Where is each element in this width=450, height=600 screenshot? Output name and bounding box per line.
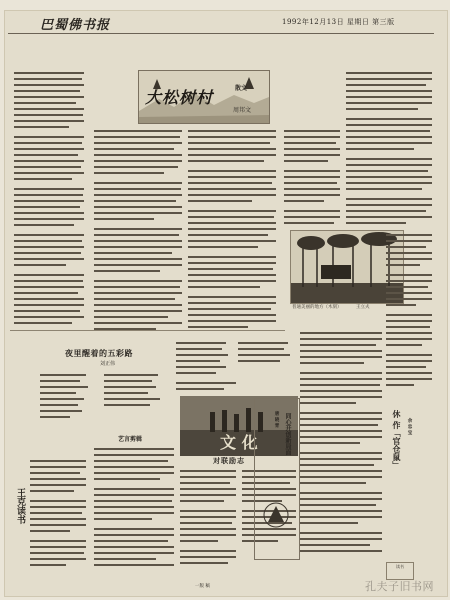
short-poems: [176, 340, 294, 392]
text-lines: [40, 372, 170, 422]
letters-author: 唐 晓 青: [274, 411, 279, 428]
poem-body: [40, 372, 170, 422]
text-lines: [300, 330, 384, 560]
text-lines: [284, 128, 342, 226]
right-edge-text: [386, 232, 434, 392]
left-column-text: [14, 70, 86, 332]
feature-text-right: [284, 128, 342, 226]
page-folio: 一版 稿: [195, 584, 210, 589]
woodcut-artist: 王立夫: [356, 305, 370, 310]
text-lines: [188, 128, 278, 333]
reading-stamp: 读书: [386, 562, 414, 580]
watermark: 孔夫子旧书网: [365, 580, 434, 593]
feature-text-center: [188, 128, 278, 333]
feature-title: 大松树村: [145, 88, 214, 107]
feature-banner: [138, 70, 270, 124]
masthead-rule: [8, 33, 434, 34]
feature-text-left: [94, 128, 184, 333]
letters-box: [254, 398, 300, 560]
bamboo-emblem: [258, 500, 294, 530]
photo-overlay: 文 化: [220, 433, 258, 452]
text-lines: [386, 232, 434, 392]
right-top-text: [346, 70, 434, 226]
emblem-icon: [258, 500, 294, 530]
text-lines: [346, 70, 434, 226]
letters-title: 同心开创新局面: [284, 413, 291, 455]
text-lines: [94, 446, 176, 572]
section-mid-title: 艺言剪辑: [118, 436, 143, 443]
text-lines: [94, 128, 184, 333]
column-left-text: [30, 458, 88, 570]
feature-author: 周邦文: [233, 107, 252, 114]
feature-tag: 散文: [235, 85, 248, 92]
right-mid-text: [300, 330, 384, 560]
text-lines: [14, 70, 86, 332]
section-rule: [10, 330, 285, 331]
essay-right-author: 余 忠 宝: [407, 418, 412, 435]
text-lines: [176, 340, 294, 392]
essay-right-title: 休 作「官仓鼠」: [392, 410, 402, 469]
photo-caption: 对联励志: [213, 456, 245, 465]
text-lines: [30, 458, 88, 570]
woodcut-caption: 普通美丽的地方（木刻）: [292, 305, 342, 310]
poem-author: 刘正伟: [100, 361, 116, 367]
masthead-date: 1992年12月13日 星期日 第三版: [282, 18, 395, 26]
masthead-title: 巴蜀佛书报: [40, 18, 111, 33]
poem-title: 夜里醒着的五彩路: [65, 348, 133, 358]
column-left-title: 王克读书: [15, 488, 25, 524]
section-mid-text: [94, 446, 176, 572]
